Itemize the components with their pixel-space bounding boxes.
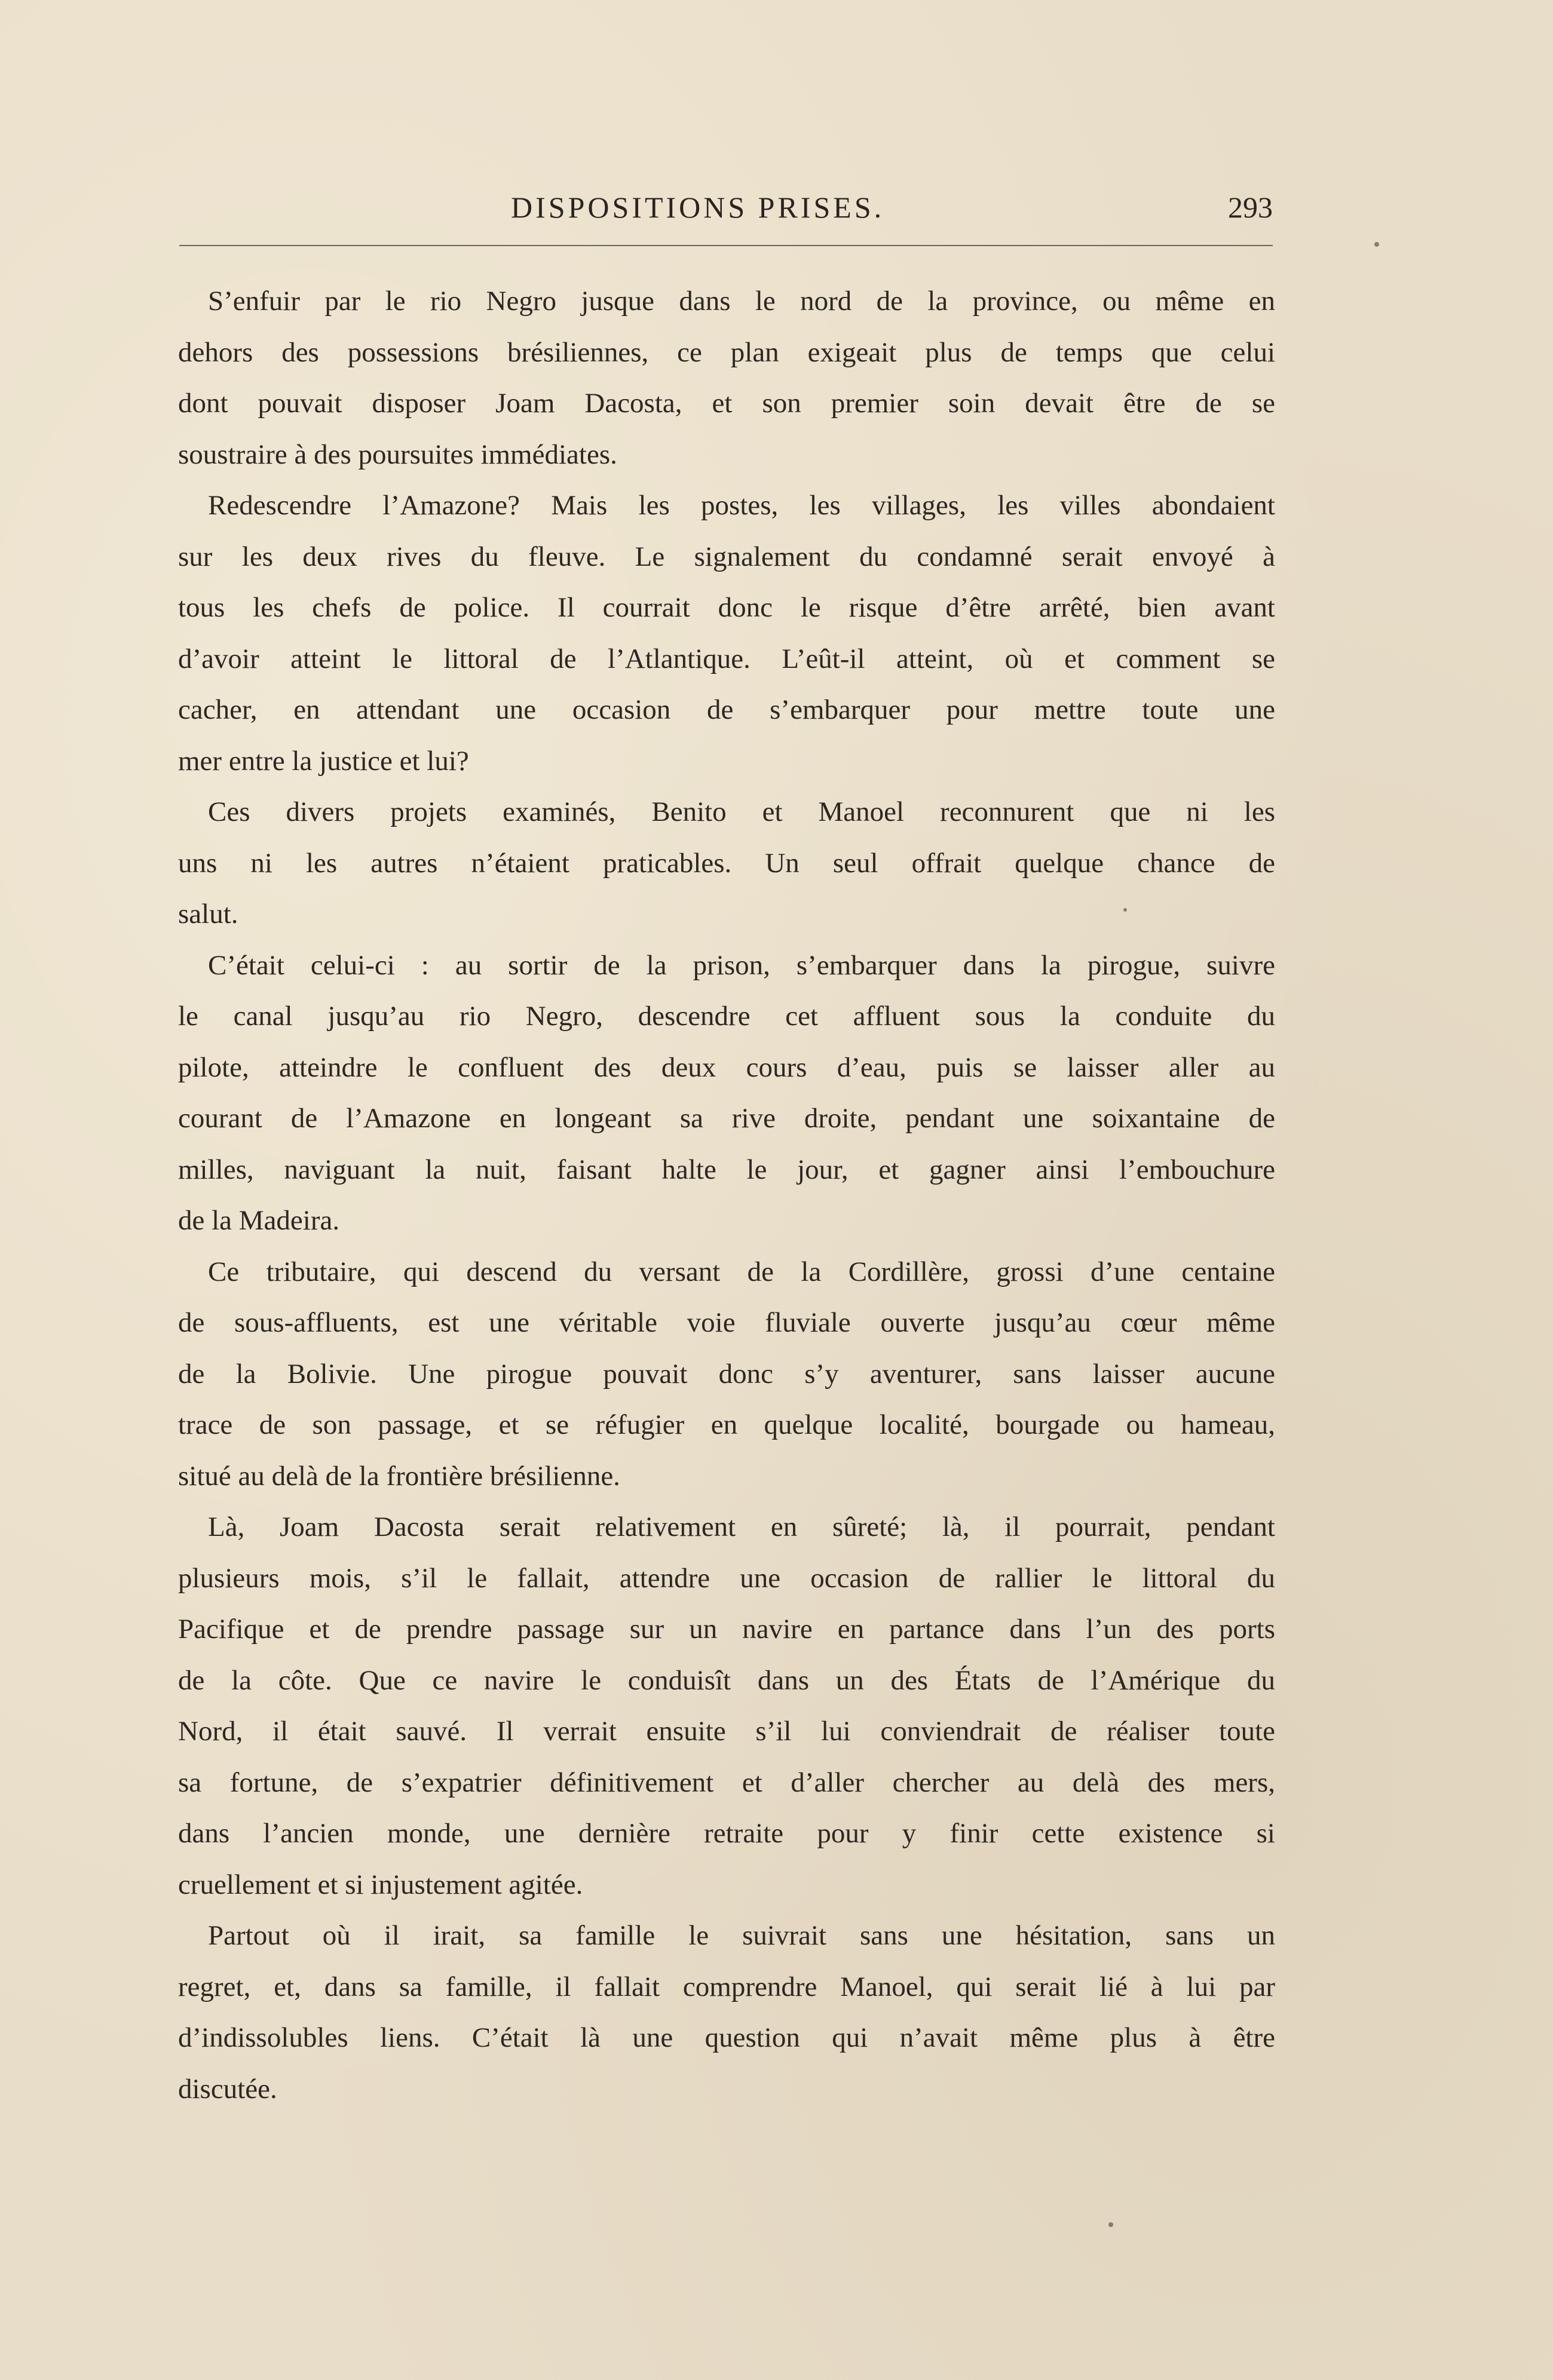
text-line: de la côte. Que ce navire le conduisît dans un des États de l’Amérique du — [178, 1664, 1275, 1696]
text-line: Ce tributaire, qui descend du versant de la Cordillère, grossi d’une centaine — [208, 1256, 1275, 1287]
text-line: le canal jusqu’au rio Negro, descendre cet affluent sous la conduite du — [178, 1001, 1275, 1032]
running-title: DISPOSITIONS PRISES. — [511, 191, 885, 224]
text-line: cruellement et si injustement agitée. — [178, 1869, 583, 1900]
text-line: tous les chefs de police. Il courrait donc le risque d’être arrêté, bien avant — [178, 592, 1275, 623]
text-line: S’enfuir par le rio Negro jusque dans le nord de la province, ou même en — [208, 286, 1275, 317]
text-line: plusieurs mois, s’il le fallait, attendre une occasion de rallier le littoral du — [178, 1562, 1275, 1594]
text-line: Là, Joam Dacosta serait relativement en sûreté; là, il pourrait, pendant — [208, 1511, 1275, 1542]
text-line: milles, naviguant la nuit, faisant halte le jour, et gagner ainsi l’embouchure — [178, 1154, 1275, 1185]
text-line: d’indissolubles liens. C’était là une question qui n’avait même plus à être — [178, 2022, 1275, 2053]
text-line: regret, et, dans sa famille, il fallait comprendre Manoel, qui serait lié à lui par — [178, 1971, 1275, 2002]
text-line: pilote, atteindre le confluent des deux cours d’eau, puis se laisser aller au — [178, 1051, 1275, 1083]
text-line: dans l’ancien monde, une dernière retraite pour y finir cette existence si — [178, 1818, 1275, 1849]
text-line: C’était celui-ci : au sortir de la prison, s’embarquer dans la pirogue, suivre — [208, 949, 1275, 981]
text-line: de la Bolivie. Une pirogue pouvait donc s’y aventurer, sans laisser aucune — [178, 1358, 1275, 1390]
text-line: discutée. — [178, 2073, 277, 2105]
paper-speck — [1123, 908, 1127, 912]
text-line: dehors des possessions brésiliennes, ce plan exigeait plus de temps que celui — [178, 336, 1275, 368]
text-line: sa fortune, de s’expatrier définitivement et d’aller chercher au delà des mers, — [178, 1766, 1275, 1798]
text-line: Pacifique et de prendre passage sur un navire en partance dans l’un des ports — [178, 1614, 1275, 1645]
text-line: trace de son passage, et se réfugier en quelque localité, bourgade ou hameau, — [178, 1409, 1275, 1440]
page-number: 293 — [1228, 191, 1273, 224]
text-line: dont pouvait disposer Joam Dacosta, et son premier soin devait être de se — [178, 388, 1275, 419]
text-line: d’avoir atteint le littoral de l’Atlantique. L’eût-il atteint, où et comment se — [178, 643, 1275, 674]
text-line: uns ni les autres n’étaient praticables. Un seul offrait quelque chance de — [178, 847, 1275, 879]
text-line: Partout où il irait, sa famille le suivrait sans une hésitation, sans un — [208, 1920, 1275, 1951]
paper-speck — [1108, 2222, 1113, 2227]
text-line: Redescendre l’Amazone? Mais les postes, les villages, les villes abondaient — [208, 490, 1275, 521]
text-line: sur les deux rives du fleuve. Le signalement du condamné serait envoyé à — [178, 541, 1275, 572]
text-line: Nord, il était sauvé. Il verrait ensuite s’il lui conviendrait de réaliser toute — [178, 1716, 1275, 1747]
paper-speck — [1374, 242, 1379, 247]
text-line: soustraire à des poursuites immédiates. — [178, 438, 617, 470]
header-rule — [179, 245, 1273, 246]
text-line: courant de l’Amazone en longeant sa rive droite, pendant une soixantaine de — [178, 1103, 1275, 1134]
text-line: mer entre la justice et lui? — [178, 745, 469, 777]
text-line: cacher, en attendant une occasion de s’embarquer pour mettre toute une — [178, 694, 1275, 725]
page-header — [179, 190, 1273, 238]
text-line: salut. — [178, 898, 238, 930]
text-line: de sous-affluents, est une véritable voie fluviale ouverte jusqu’au cœur même — [178, 1307, 1275, 1338]
body-text — [178, 276, 1275, 2115]
text-line: situé au delà de la frontière brésilienne. — [178, 1460, 620, 1492]
text-line: de la Madeira. — [178, 1205, 340, 1236]
text-line: Ces divers projets examinés, Benito et Manoel reconnurent que ni les — [208, 796, 1275, 827]
